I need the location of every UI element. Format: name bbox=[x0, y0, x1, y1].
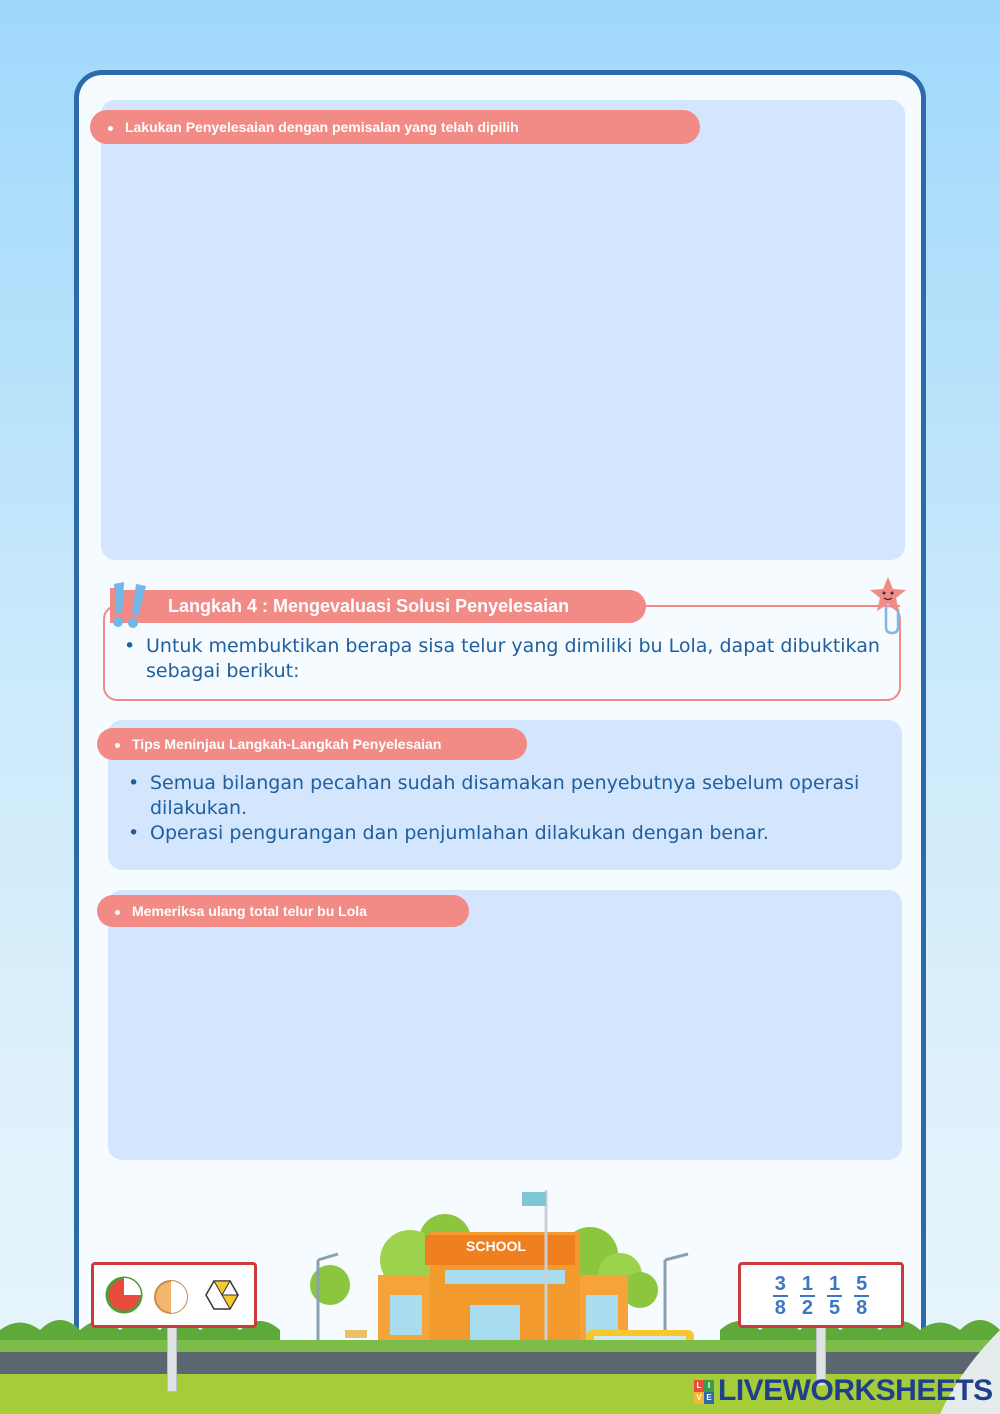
badge-letter: V bbox=[694, 1392, 704, 1404]
check-pill bbox=[97, 895, 469, 927]
step4-bullet: • Untuk membuktikan berapa sisa telur yang dimiliki bu Lola, dapat dibuktikan sebagai berikut: bbox=[120, 634, 890, 684]
fraction bbox=[827, 1273, 842, 1319]
bullet-dot bbox=[115, 910, 120, 915]
fraction-numerator: 1 bbox=[801, 1273, 813, 1295]
sign-post bbox=[167, 1326, 177, 1392]
liveworksheets-badge bbox=[694, 1380, 714, 1404]
badge-letter: L bbox=[694, 1380, 704, 1392]
liveworksheets-logo[interactable]: LIVEWORKSHEETS bbox=[718, 1374, 993, 1407]
step4-bullets bbox=[120, 634, 890, 684]
tips-bullet: • Operasi pengurangan dan penjumlahan dilakukan dengan benar. bbox=[124, 821, 894, 846]
fraction bbox=[773, 1273, 788, 1319]
fraction-shapes-icon bbox=[94, 1265, 254, 1325]
tips-pill bbox=[97, 728, 527, 760]
tips-pill-label: Tips Meninjau Langkah-Langkah Penyelesaian bbox=[132, 736, 442, 752]
check-answer-area[interactable] bbox=[108, 890, 902, 1160]
solve-answer-area[interactable] bbox=[101, 100, 905, 560]
fraction-numerator: 5 bbox=[856, 1273, 868, 1295]
tips-bullets bbox=[124, 771, 894, 846]
fraction-denominator: 8 bbox=[774, 1297, 786, 1319]
badge-letter: I bbox=[704, 1380, 714, 1392]
step4-title: Langkah 4 : Mengevaluasi Solusi Penyelesaian bbox=[110, 590, 646, 623]
fraction-denominator: 8 bbox=[856, 1297, 868, 1319]
tips-bullet: • Semua bilangan pecahan sudah disamakan penyebutnya sebelum operasi dilakukan. bbox=[124, 771, 894, 821]
check-pill-label: Memeriksa ulang total telur bu Lola bbox=[132, 903, 367, 919]
exclamation-icon bbox=[108, 580, 154, 630]
solve-pill-label: Lakukan Penyelesaian dengan pemisalan yang telah dipilih bbox=[125, 119, 519, 135]
bullet-dot bbox=[108, 126, 113, 131]
fraction-numerator: 1 bbox=[829, 1273, 841, 1295]
badge-letter: E bbox=[704, 1392, 714, 1404]
bullet-dot bbox=[115, 743, 120, 748]
school-sign: SCHOOL bbox=[466, 1238, 526, 1254]
fraction-denominator: 5 bbox=[829, 1297, 841, 1319]
star-paperclip-icon bbox=[866, 575, 910, 635]
fraction-numerator: 3 bbox=[774, 1273, 786, 1295]
fractions-sign bbox=[738, 1262, 904, 1328]
step4-divider bbox=[640, 605, 900, 607]
fraction bbox=[800, 1273, 815, 1319]
fraction-shapes-sign bbox=[91, 1262, 257, 1328]
solve-pill bbox=[90, 110, 700, 144]
fraction-denominator: 2 bbox=[801, 1297, 813, 1319]
fraction bbox=[854, 1273, 869, 1319]
